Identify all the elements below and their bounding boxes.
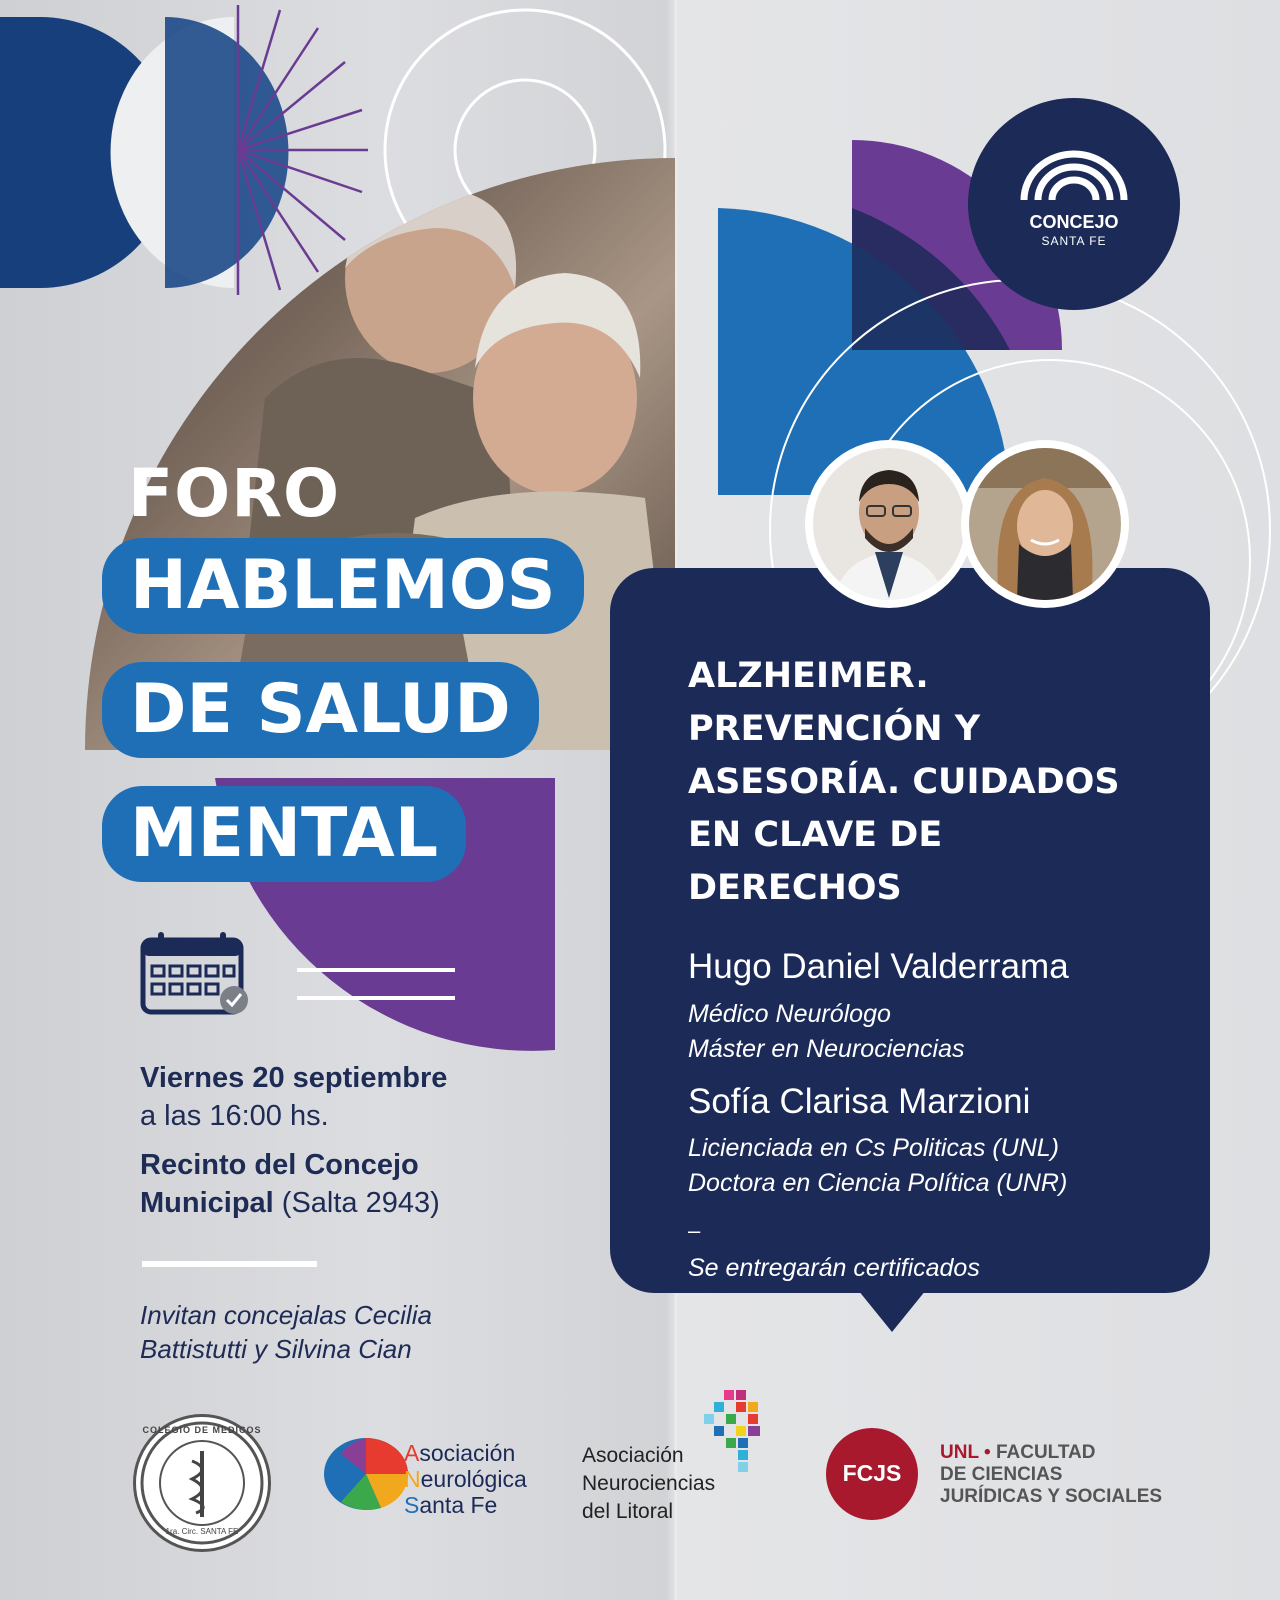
- event-time: a las 16:00 hs.: [140, 1100, 329, 1132]
- neuro-sf-line-2-rest: eurológica: [420, 1466, 527, 1492]
- title-line-3: MENTAL: [102, 786, 466, 882]
- panel-topic: [688, 650, 1120, 915]
- fcjs-name: [940, 1442, 1162, 1508]
- invitation-line-2: Battistutti y Silvina Cian: [140, 1334, 412, 1364]
- neuro-sf-initial-n: N: [404, 1466, 421, 1492]
- calendar-icon: [140, 930, 252, 1016]
- neuro-sf-line-3-rest: anta Fe: [419, 1492, 498, 1518]
- divider-line: [142, 1261, 317, 1267]
- certificates-note: Se entregarán certificados: [688, 1254, 980, 1282]
- panel-tail: [858, 1290, 926, 1332]
- brain-icon: [321, 1434, 411, 1514]
- avatar: [961, 440, 1129, 608]
- fcjs-line-1: [940, 1442, 1162, 1464]
- neuro-sf-initial-s: S: [404, 1492, 420, 1518]
- concejo-logo: [968, 98, 1180, 310]
- speaker-1-role-1: Médico Neurólogo: [688, 1000, 891, 1028]
- neuro-sf-line-1: [404, 1440, 527, 1466]
- fcjs-line-3: JURÍDICAS Y SOCIALES: [940, 1486, 1163, 1507]
- fcjs-badge: [826, 1428, 918, 1520]
- topic-line-4: EN CLAVE DE: [688, 815, 943, 855]
- venue-municipal: Municipal: [140, 1187, 274, 1219]
- topic-line-2: PREVENCIÓN Y: [688, 709, 981, 749]
- avatar: [805, 440, 973, 608]
- neuro-sf-name: [404, 1440, 527, 1518]
- neuro-sf-line-3: [404, 1492, 527, 1518]
- fcjs-unl: UNL: [940, 1442, 979, 1463]
- event-kicker: FORO: [128, 455, 341, 532]
- topic-line-5: DERECHOS: [688, 868, 902, 908]
- fcjs-dot: •: [978, 1442, 996, 1463]
- neuro-litoral-line-1: Asociación: [582, 1444, 684, 1467]
- decorative-line: [297, 968, 455, 972]
- invitation-line-1: Invitan concejalas Cecilia: [140, 1300, 432, 1330]
- neuro-litoral-line-2: Neurociencias: [582, 1472, 716, 1495]
- venue-address: (Salta 2943): [281, 1187, 440, 1219]
- fcjs-badge-text: FCJS: [842, 1460, 902, 1486]
- speaker-2-role-2: Doctora en Ciencia Política (UNR): [688, 1169, 1068, 1197]
- speaker-2-role-1: Licienciada en Cs Politicas (UNL): [688, 1134, 1059, 1162]
- arch-icon: [1016, 146, 1132, 202]
- venue-name: Recinto del Concejo: [140, 1149, 419, 1181]
- neuro-litoral-line-3: del Litoral: [582, 1500, 674, 1523]
- decorative-line: [297, 996, 455, 1000]
- colegio-ring-bottom: 1ra. Circ. SANTA FE: [165, 1527, 239, 1536]
- speaker-2-name: Sofía Clarisa Marzioni: [688, 1082, 1031, 1121]
- concejo-logo-line2: SANTA FE: [1041, 234, 1107, 248]
- title-line-2: DE SALUD: [102, 662, 539, 758]
- colegio-ring-top: COLEGIO DE MEDICOS: [142, 1425, 262, 1435]
- event-date: Viernes 20 septiembre: [140, 1062, 448, 1094]
- event-venue: [140, 1146, 440, 1222]
- neuro-sf-initial-a: A: [404, 1440, 420, 1466]
- fcjs-faculty: FACULTAD: [995, 1442, 1096, 1463]
- neuro-sf-line-2: [404, 1466, 527, 1492]
- concejo-logo-line1: CONCEJO: [1029, 212, 1119, 232]
- panel-dash: –: [688, 1218, 701, 1243]
- venue-line-2: [140, 1184, 440, 1222]
- fcjs-line-2: DE CIENCIAS: [940, 1464, 1063, 1485]
- speaker-1-role-2: Máster en Neurociencias: [688, 1035, 965, 1063]
- neuro-litoral-name: [582, 1442, 715, 1526]
- neuro-sf-line-1-rest: sociación: [419, 1440, 516, 1466]
- colegio-medicos-logo: [133, 1414, 271, 1552]
- speaker-1-name: Hugo Daniel Valderrama: [688, 947, 1069, 986]
- title-line-1: HABLEMOS: [102, 538, 584, 634]
- topic-line-3: ASESORÍA. CUIDADOS: [688, 762, 1120, 802]
- topic-line-1: ALZHEIMER.: [688, 656, 929, 696]
- invitation-text: [140, 1298, 432, 1366]
